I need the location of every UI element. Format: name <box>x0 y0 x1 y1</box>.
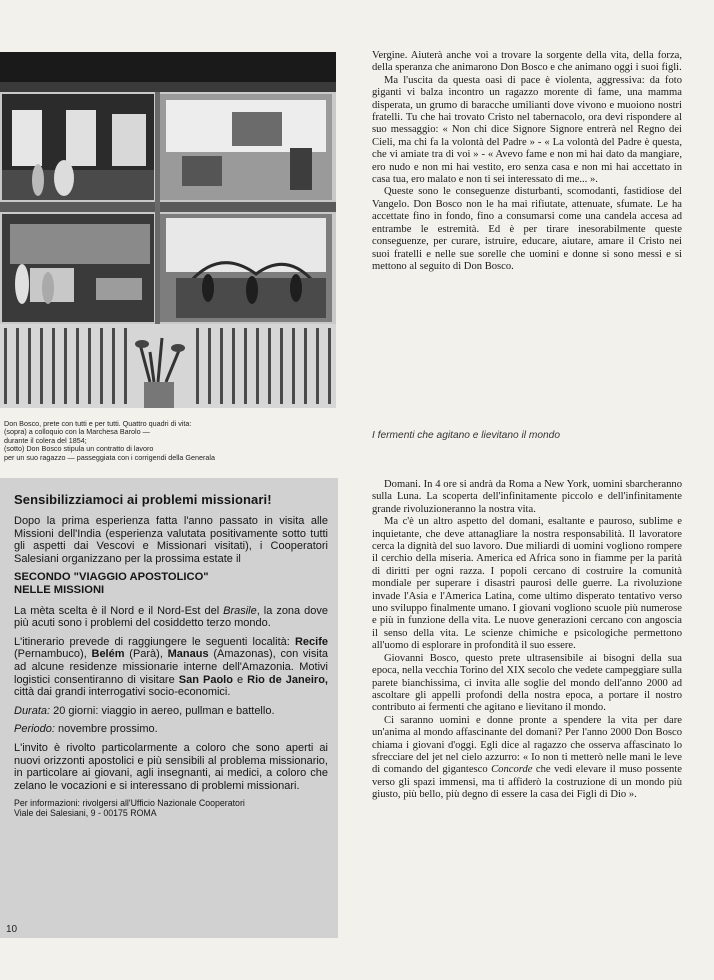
contact-line-1: Per informazioni: rivolgersi all'Ufficio Nazionale Cooperatori <box>14 798 245 809</box>
caption-line: per un suo ragazzo — passeggiata con i corrigendi della Generala <box>4 453 215 462</box>
diorama-photo-drawing <box>0 52 336 408</box>
box-invitation: L'invito è rivolto particolarmente a coloro che sono aperti ai nuovi orizzonti apostolici e più sensibili al problema missionario, in particolare ai giovani, agli insegnanti, ai medici, a coloro che zelano le vocazioni e si interessano di problemi missionari. <box>14 741 328 792</box>
article-paragraph: Ma c'è un altro aspetto del domani, esaltante e pauroso, sublime e inquietante, che deve attanagliare la nostra responsabilità. Il lavoratore cerca la dignità del suo lavoro. Due miliardi di uomini vogliono rompere il cerchio della miseria. America ed Africa sono in fiamme per la parità di diritti per ogni razza. I popoli cercano di costruire la comunità mondiale per superare i disastri paurosi delle guerre. La rivoluzione invade l'Asia e l'America Latina, come ultimo disperato tentativo verso uno sviluppo finalmente umano. I giovani vogliono scuole più numerose e più in funzione della vita. Le nuove generazioni cercano con angoscia il senso della vita. Le scienze chimiche e psicologiche permettono all'uomo di esplorare in profondità il suo essere. <box>372 516 682 652</box>
article-column-lower <box>372 479 682 802</box>
missionary-trip-box <box>0 478 338 938</box>
box-headline <box>14 571 328 596</box>
section-heading: I fermenti che agitano e lievitano il mondo <box>372 430 561 441</box>
duration-label: Durata: <box>14 704 51 717</box>
box-contact <box>14 798 328 818</box>
photo-caption <box>4 420 332 462</box>
city-san-paolo: San Paolo <box>178 673 233 686</box>
duration-text: 20 giorni: viaggio in aereo, pullman e battello. <box>50 704 275 717</box>
box-period <box>14 723 328 736</box>
caption-line: (sotto) Don Bosco stipula un contratto di lavoro <box>4 445 154 454</box>
box-itinerary <box>14 636 328 699</box>
city-manaus: Manaus <box>167 648 209 661</box>
page-number: 10 <box>6 924 18 935</box>
text-run: che vedi elevare il muso possente verso gli spazi immensi, ma ti affiderò la costruzione di un mondo più giusto, più bello, più degno di essere la casa dei Figli di Dio ». <box>372 764 682 801</box>
city-belem: Belém <box>91 648 125 661</box>
caption-line: durante il colera del 1854; <box>4 436 87 445</box>
text-run: Ci saranno uomini e donne pronte a spendere la vita per dare un'anima al mondo affascinante del domani? Per l'anno 2000 Don Bosco chiama i giovani d'oggi. Egli dice al ragazzo che osserva affascinato lo sfrecciare del jet nel cielo azzurro: « Io non ti metterò nelle mani le leve di comando del gigantesco <box>372 714 682 776</box>
box-duration <box>14 705 328 718</box>
city-recife: Recife <box>294 635 328 648</box>
brazil-text: Brasile <box>223 604 257 617</box>
article-paragraph: Queste sono le conseguenze disturbanti, scomodanti, fastidiose del Vangelo. Don Bosco non le ha mai rifiutate, attenuate, sfumate. Le ha accettate fino in fondo, fino a consumarsi come una candela accesa ad entrambe le estremità. Ed è per tirare inesorabilmente queste conseguenze, per curare, istruire, educare, aiutare, amare il Cristo nei suoi fratelli e nelle sue sorelle che uomini e donne si sono messi e si mettono al seguito di Don Bosco. <box>372 186 682 272</box>
article-column-upper <box>372 50 682 273</box>
article-paragraph: Giovanni Bosco, questo prete ultrasensibile ai bisogni della sua epoca, nella vecchia Torino del XIX secolo che vedete campeggiare sulla parete bianchissima, ci invita alle soglie del mondo dell'anno 2000 ad ascoltare gli appelli profondi della nostra epoca, a portare il nostro contributo ai fermenti che agitano e lievitano il mondo. <box>372 652 682 714</box>
article-paragraph: Domani. In 4 ore si andrà da Roma a New York, uomini sbarcheranno sulla Luna. La scoperta dell'infinitamente piccolo e dell'infinitamente grande rivoluzioneranno la nostra vita. <box>372 479 682 515</box>
city-rio: Rio de Janeiro, <box>247 673 328 686</box>
period-label: Periodo: <box>14 723 55 736</box>
period-text: novembre prossimo. <box>54 723 158 736</box>
box-headline-line-1: SECONDO "VIAGGIO APOSTOLICO" <box>14 571 209 584</box>
text-run: La mèta scelta è il Nord e il Nord-Est del <box>14 604 224 617</box>
contact-line-2: Viale dei Salesiani, 9 - 00175 ROMA <box>14 808 157 819</box>
article-paragraph: Vergine. Aiuterà anche voi a trovare la sorgente della vita, della forza, della speranza che animarono Don Bosco e che animano oggi i suoi figli. <box>372 50 682 74</box>
diorama-photo <box>0 52 336 408</box>
concorde-text: Concorde <box>491 764 533 776</box>
caption-line: Don Bosco, prete con tutti e per tutti. Quattro quadri di vita: <box>4 420 192 428</box>
text-run: (Pernambuco), <box>14 648 92 661</box>
article-paragraph <box>372 715 682 802</box>
article-paragraph: Ma l'uscita da questa oasi di pace è violenta, aggressiva: da foto giganti vi balza incontro un ragazzo morente di fame, una mamma disperata, un grumo di baracche umilianti dove vivono e muoiono nostri fratelli. Tu che hai trovato Cristo nel tabernacolo, ora devi rispondere al suo messaggio: « Non chi dice Signore Signore entrerà nel Regno dei Cieli, ma chi fa la volontà del Padre » - « La volontà del Padre è questa, che vi amiate tra di voi » - « Avevo fame e non mi hai dato da mangiare, ero nudo e non mi hai vestito, ero senza casa e non mi hai accettato in casa tua, ero malato e non ti sei interessato di me... ». <box>372 74 682 186</box>
text-run: , la zona dove più acuti sono i problemi del cosiddetto terzo mondo. <box>14 604 329 630</box>
box-title: Sensibilizziamoci ai problemi missionari! <box>14 492 272 507</box>
text-run: (Parà), <box>124 648 168 661</box>
text-run: (Amazonas), con visita ad alcune residenze missionarie interne dell'Amazonia. Motivi logistici consentiranno di visitare <box>14 648 328 686</box>
caption-line: (sopra) a colloquio con la Marchesa Barolo — <box>4 428 150 437</box>
box-intro: Dopo la prima esperienza fatta l'anno passato in visita alle Missioni dell'India (esperienza valutata positivamente sotto tutti gli aspetti dai Vescovi e Missionari visitati), i Cooperatori Salesiani organizzano per la prossima estate il <box>14 515 328 565</box>
text-run: città dai grandi interrogativi socio-economici. <box>14 686 231 699</box>
box-headline-line-2: NELLE MISSIONI <box>14 583 105 596</box>
text-run: L'itinerario prevede di raggiungere le seguenti località: <box>14 635 295 648</box>
box-destination <box>14 605 328 630</box>
text-run: e <box>232 673 248 686</box>
